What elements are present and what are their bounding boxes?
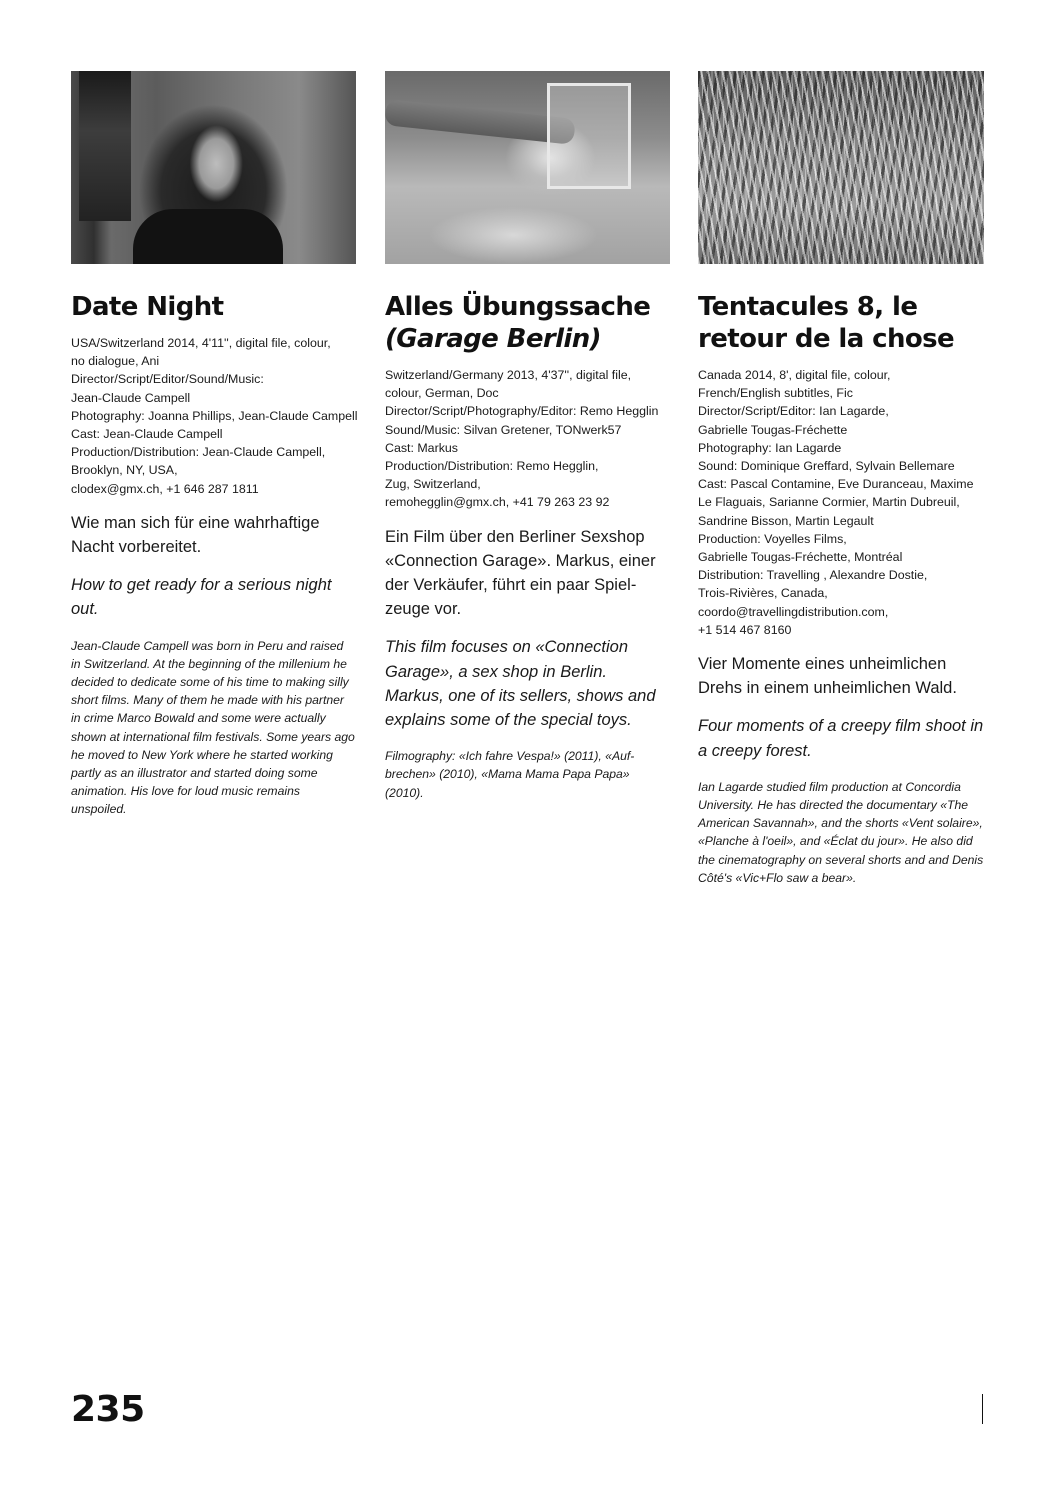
film-credits (698, 366, 984, 639)
credit-line: Sound: Dominique Greffard, Sylvain Bellemare (698, 459, 955, 474)
synopsis-english: How to get ready for a serious night out. (71, 576, 332, 619)
credit-line: Production/Distribution: Remo Hegglin, (385, 459, 599, 474)
credit-line: Canada 2014, 8', digital file, colour, (698, 368, 891, 382)
film-entry-date-night (71, 71, 356, 819)
credit-line: Director/Script/Photography/Editor: Remo Hegglin (385, 404, 659, 419)
credit-line: coordo@travellingdistribution.com, (698, 604, 889, 619)
film-title: Tentacules 8, le retour de la chose (698, 292, 955, 354)
background-poster (79, 71, 131, 221)
margin-rule (982, 1394, 983, 1424)
credit-line: Brooklyn, NY, USA, (71, 463, 178, 478)
credit-line: no dialogue, Ani (71, 354, 160, 369)
director-bio: Jean-Claude Campell was born in Peru and raised in Switzerland. At the beginning of the millenium he decided to dedicate some of his time to making silly short films. Many of them he made with his partner in crime Marco Bowald and some were actually shown at international film festivals. Some years ago he moved to New York where he started working partly as an illustrator and started doing some animation. His love for loud music remains unspoiled. (71, 638, 355, 817)
credit-line: Gabrielle Tougas-Fréchette (698, 422, 848, 437)
synopsis-english: This film focuses on «Connection Garage», a sex shop in Berlin. Markus, one of its sellers, shows and explains some of the special toys. (385, 638, 656, 730)
credit-line: Photography: Joanna Phillips, Jean-Claude Campell (71, 408, 358, 423)
credit-line: Director/Script/Editor/Sound/Music: (71, 372, 264, 387)
synopsis-german: Wie man sich für eine wahrhaftige Nacht vorbereitet. (71, 513, 320, 557)
credit-line: Switzerland/Germany 2013, 4'37'', digital file, (385, 368, 632, 382)
film-entry-alles-uebungssache (385, 71, 670, 802)
synopsis-german: Vier Momente eines unheimlichen Drehs in einem unheimlichen Wald. (698, 655, 957, 698)
credit-line: Production: Voyelles Films, (698, 531, 847, 546)
credit-line: Cast: Jean-Claude Campell (71, 427, 223, 442)
page-number: 235 (71, 1389, 145, 1430)
film-credits (71, 334, 356, 498)
film-title-subtitle: (Garage Berlin) (385, 324, 601, 354)
credit-line: Distribution: Travelling , Alexandre Dostie, (698, 568, 928, 583)
credit-line: Director/Script/Editor: Ian Lagarde, (698, 404, 889, 419)
credit-line: Cast: Markus (385, 440, 458, 455)
film-title: Date Night (71, 292, 224, 322)
director-filmography: Filmography: «Ich fahre Vespa!» (2011), «Auf-brechen» (2010), «Mama Mama Papa Papa» (2010). (385, 749, 635, 800)
credit-line: Production/Distribution: Jean-Claude Campell, (71, 445, 326, 460)
credit-line: +1 514 467 8160 (698, 622, 792, 637)
credit-line: Trois-Rivières, Canada, (698, 586, 828, 601)
film-title: Alles Übungssache (Garage Berlin) (385, 291, 670, 355)
film-entry-tentacules-8 (698, 71, 984, 887)
credit-line: Zug, Switzerland, (385, 477, 481, 492)
credit-line: colour, German, Doc (385, 386, 499, 401)
figure-shirt (133, 209, 283, 264)
credit-line: USA/Switzerland 2014, 4'11'', digital file, colour, (71, 336, 331, 350)
credit-line: Sandrine Bisson, Martin Legault (698, 513, 874, 528)
film-still-image (385, 71, 670, 264)
synopsis-german: Ein Film über den Berliner Sexshop «Connection Garage». Markus, einer der Verkäufer, führt ein paar Spiel-zeuge vor. (385, 527, 656, 619)
credit-line: clodex@gmx.ch, +1 646 287 1811 (71, 481, 259, 496)
credit-line: Sound/Music: Silvan Gretener, TONwerk57 (385, 422, 622, 437)
credit-line: remohegglin@gmx.ch, +41 79 263 23 92 (385, 495, 610, 510)
credit-line: Cast: Pascal Contamine, Eve Duranceau, Maxime (698, 477, 974, 492)
glass-box (547, 83, 631, 189)
director-bio: Ian Lagarde studied film production at Concordia University. He has directed the documentary «The American Savannah», and the shorts «Vent solaire», «Planche à l'oeil», and «Éclat du jour». He also did the cinematography on several shorts and and Denis Côté's «Vic+Flo saw a bear». (698, 779, 984, 885)
synopsis-english: Four moments of a creepy film shoot in a creepy forest. (698, 717, 984, 760)
credit-line: Photography: Ian Lagarde (698, 440, 842, 455)
credit-line: Jean-Claude Campell (71, 390, 191, 405)
film-credits (385, 366, 670, 512)
credit-line: French/English subtitles, Fic (698, 386, 853, 401)
film-still-image (71, 71, 356, 264)
film-still-image (698, 71, 984, 264)
credit-line: Le Flaguais, Sarianne Cormier, Martin Dubreuil, (698, 495, 960, 510)
credit-line: Gabrielle Tougas-Fréchette, Montréal (698, 550, 903, 565)
